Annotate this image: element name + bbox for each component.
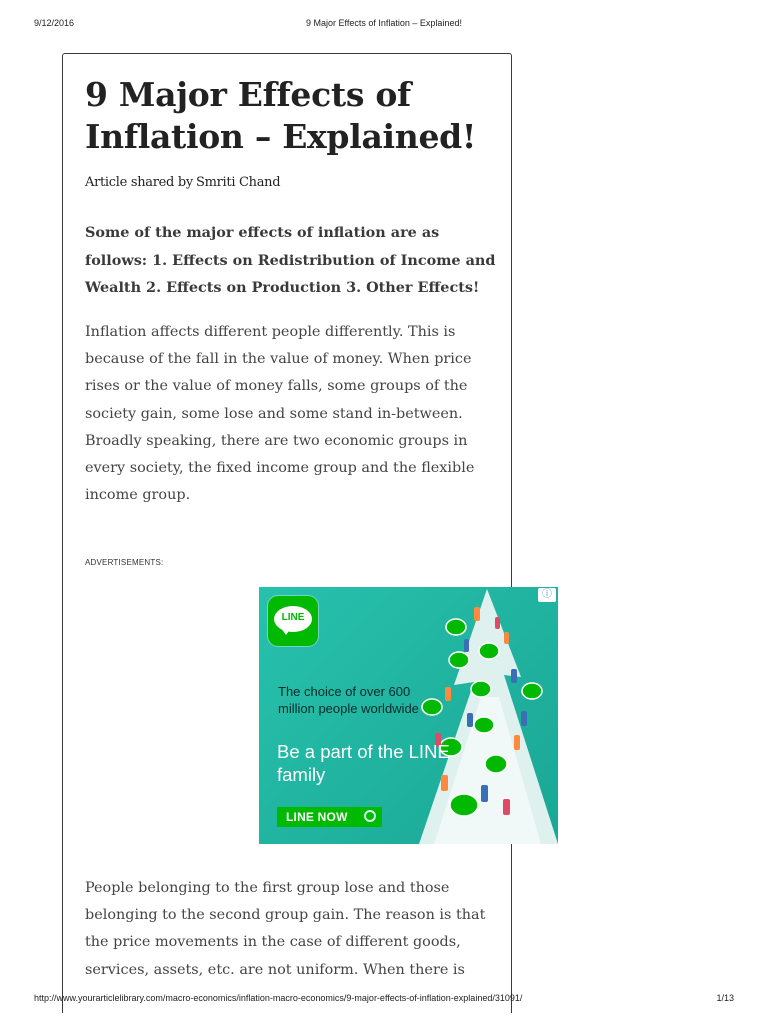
ad-tagline: The choice of over 600 million people worldwide xyxy=(278,684,419,716)
advertisements-label: ADVERTISEMENTS: xyxy=(85,558,164,567)
print-date: 9/12/2016 xyxy=(34,18,75,28)
print-title: 9 Major Effects of Inflation – Explained! xyxy=(306,18,462,28)
page-number: 1/13 xyxy=(716,993,734,1003)
print-url: http://www.yourarticlelibrary.com/macro-economics/inflation-macro-economics/9-major-effects-of-inflation-explained/31091/ xyxy=(34,993,523,1003)
article-lead: Some of the major effects of inflation are as follows: 1. Effects on Redistribution of Income and Wealth 2. Effects on Production 3. Other Effects! xyxy=(85,224,496,296)
article-card xyxy=(62,53,512,1013)
line-now-label: LINE NOW xyxy=(286,810,348,824)
tap-icon xyxy=(364,810,376,822)
paragraph: People belonging to the first group lose and those belonging to the second group gain. The reason is that the price movements in the case of different goods, services, assets, etc. are not uniform. When there is xyxy=(85,880,486,978)
byline-prefix: Article shared by xyxy=(85,175,193,190)
print-header xyxy=(34,18,734,30)
line-advertisement[interactable] xyxy=(259,587,558,844)
line-logo-icon xyxy=(268,596,318,646)
paragraph: Inflation affects different people differently. This is because of the fall in the value of money. When price rises or the value of money falls, some groups of the society gain, some lose and some stand in-between. Broadly speaking, there are two economic groups in every society, the fixed income group and the flexible income group. xyxy=(85,324,475,504)
byline xyxy=(85,175,280,190)
line-logo-text: LINE xyxy=(281,612,305,623)
print-footer xyxy=(34,993,734,1005)
ad-info-icon[interactable]: ⓘ xyxy=(538,588,556,602)
article-title: 9 Major Effects of Inflation – Explained! xyxy=(85,75,477,156)
ad-headline: Be a part of the LINE family xyxy=(277,741,450,785)
author-link[interactable]: Smriti Chand xyxy=(195,175,281,190)
line-now-button[interactable] xyxy=(277,807,382,827)
